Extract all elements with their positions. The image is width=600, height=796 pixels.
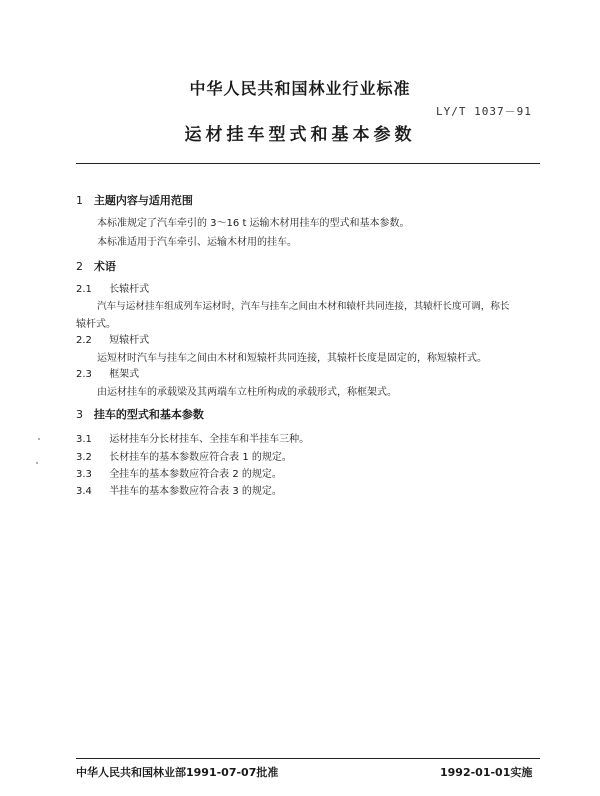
section-title: 术语 xyxy=(93,260,116,273)
clause-number: 2.2 xyxy=(76,335,92,346)
section-number: 1 xyxy=(76,194,83,207)
clause-number: 2.3 xyxy=(76,369,92,380)
section-3-heading xyxy=(76,406,204,422)
section-title: 挂车的型式和基本参数 xyxy=(93,408,204,421)
section-1-heading xyxy=(76,192,193,208)
section-number: 2 xyxy=(76,260,83,273)
section-1-paragraph-2: 本标准适用于汽车牵引、运输木材用的挂车。 xyxy=(97,237,297,248)
footer-rule xyxy=(76,758,540,759)
section-2-heading xyxy=(76,258,116,274)
clause-number: 3.3 xyxy=(76,469,92,480)
clause-number: 2.1 xyxy=(76,284,92,295)
section-title: 主题内容与适用范围 xyxy=(93,194,193,207)
clause-text: 全挂车的基本参数应符合表 2 的规定。 xyxy=(109,469,282,480)
approval-line: 中华人民共和国林业部1991-07-07批准 xyxy=(76,766,279,779)
clause-number: 3.2 xyxy=(76,452,92,463)
clause-number: 3.4 xyxy=(76,486,92,497)
clause-text: 长材挂车的基本参数应符合表 1 的规定。 xyxy=(109,452,292,463)
clause-2-1-text-line-1: 汽车与运材挂车组成列车运材时，汽车与挂车之间由木材和辕杆共同连接，其辕杆长度可调，称长 xyxy=(97,301,510,312)
clause-text: 半挂车的基本参数应符合表 3 的规定。 xyxy=(109,486,282,497)
clause-3-2 xyxy=(76,448,292,463)
clause-text: 运材挂车分长材挂车、全挂车和半挂车三种。 xyxy=(109,434,310,445)
header-rule xyxy=(76,163,540,164)
org-title: 中华人民共和国林业行业标准 xyxy=(189,79,411,98)
clause-2-1-heading xyxy=(76,280,149,295)
clause-3-1 xyxy=(76,430,309,445)
clause-2-2-text: 运短材时汽车与挂车之间由木材和短辕杆共同连接，其辕杆长度是固定的，称短辕杆式。 xyxy=(97,353,487,364)
implementation-date: 1992-01-01实施 xyxy=(440,766,533,779)
clause-2-3-heading xyxy=(76,365,139,380)
clause-3-3 xyxy=(76,465,282,480)
section-number: 3 xyxy=(76,408,83,421)
scan-speck xyxy=(38,438,40,440)
scan-speck xyxy=(36,462,38,464)
clause-title: 框架式 xyxy=(109,369,140,380)
clause-title: 长辕杆式 xyxy=(109,284,150,295)
standard-code: LY/T 1037－91 xyxy=(436,105,532,118)
clause-2-2-heading xyxy=(76,331,149,346)
clause-2-1-text-line-2: 辕杆式。 xyxy=(76,319,116,330)
clause-title: 短辕杆式 xyxy=(109,335,150,346)
section-1-paragraph-1: 本标准规定了汽车牵引的 3～16 t 运输木材用挂车的型式和基本参数。 xyxy=(97,218,410,229)
clause-3-4 xyxy=(76,482,282,497)
clause-number: 3.1 xyxy=(76,434,92,445)
clause-2-3-text: 由运材挂车的承载梁及其两端车立柱所构成的承载形式，称框架式。 xyxy=(97,387,397,398)
doc-title: 运材挂车型式和基本参数 xyxy=(184,125,416,145)
